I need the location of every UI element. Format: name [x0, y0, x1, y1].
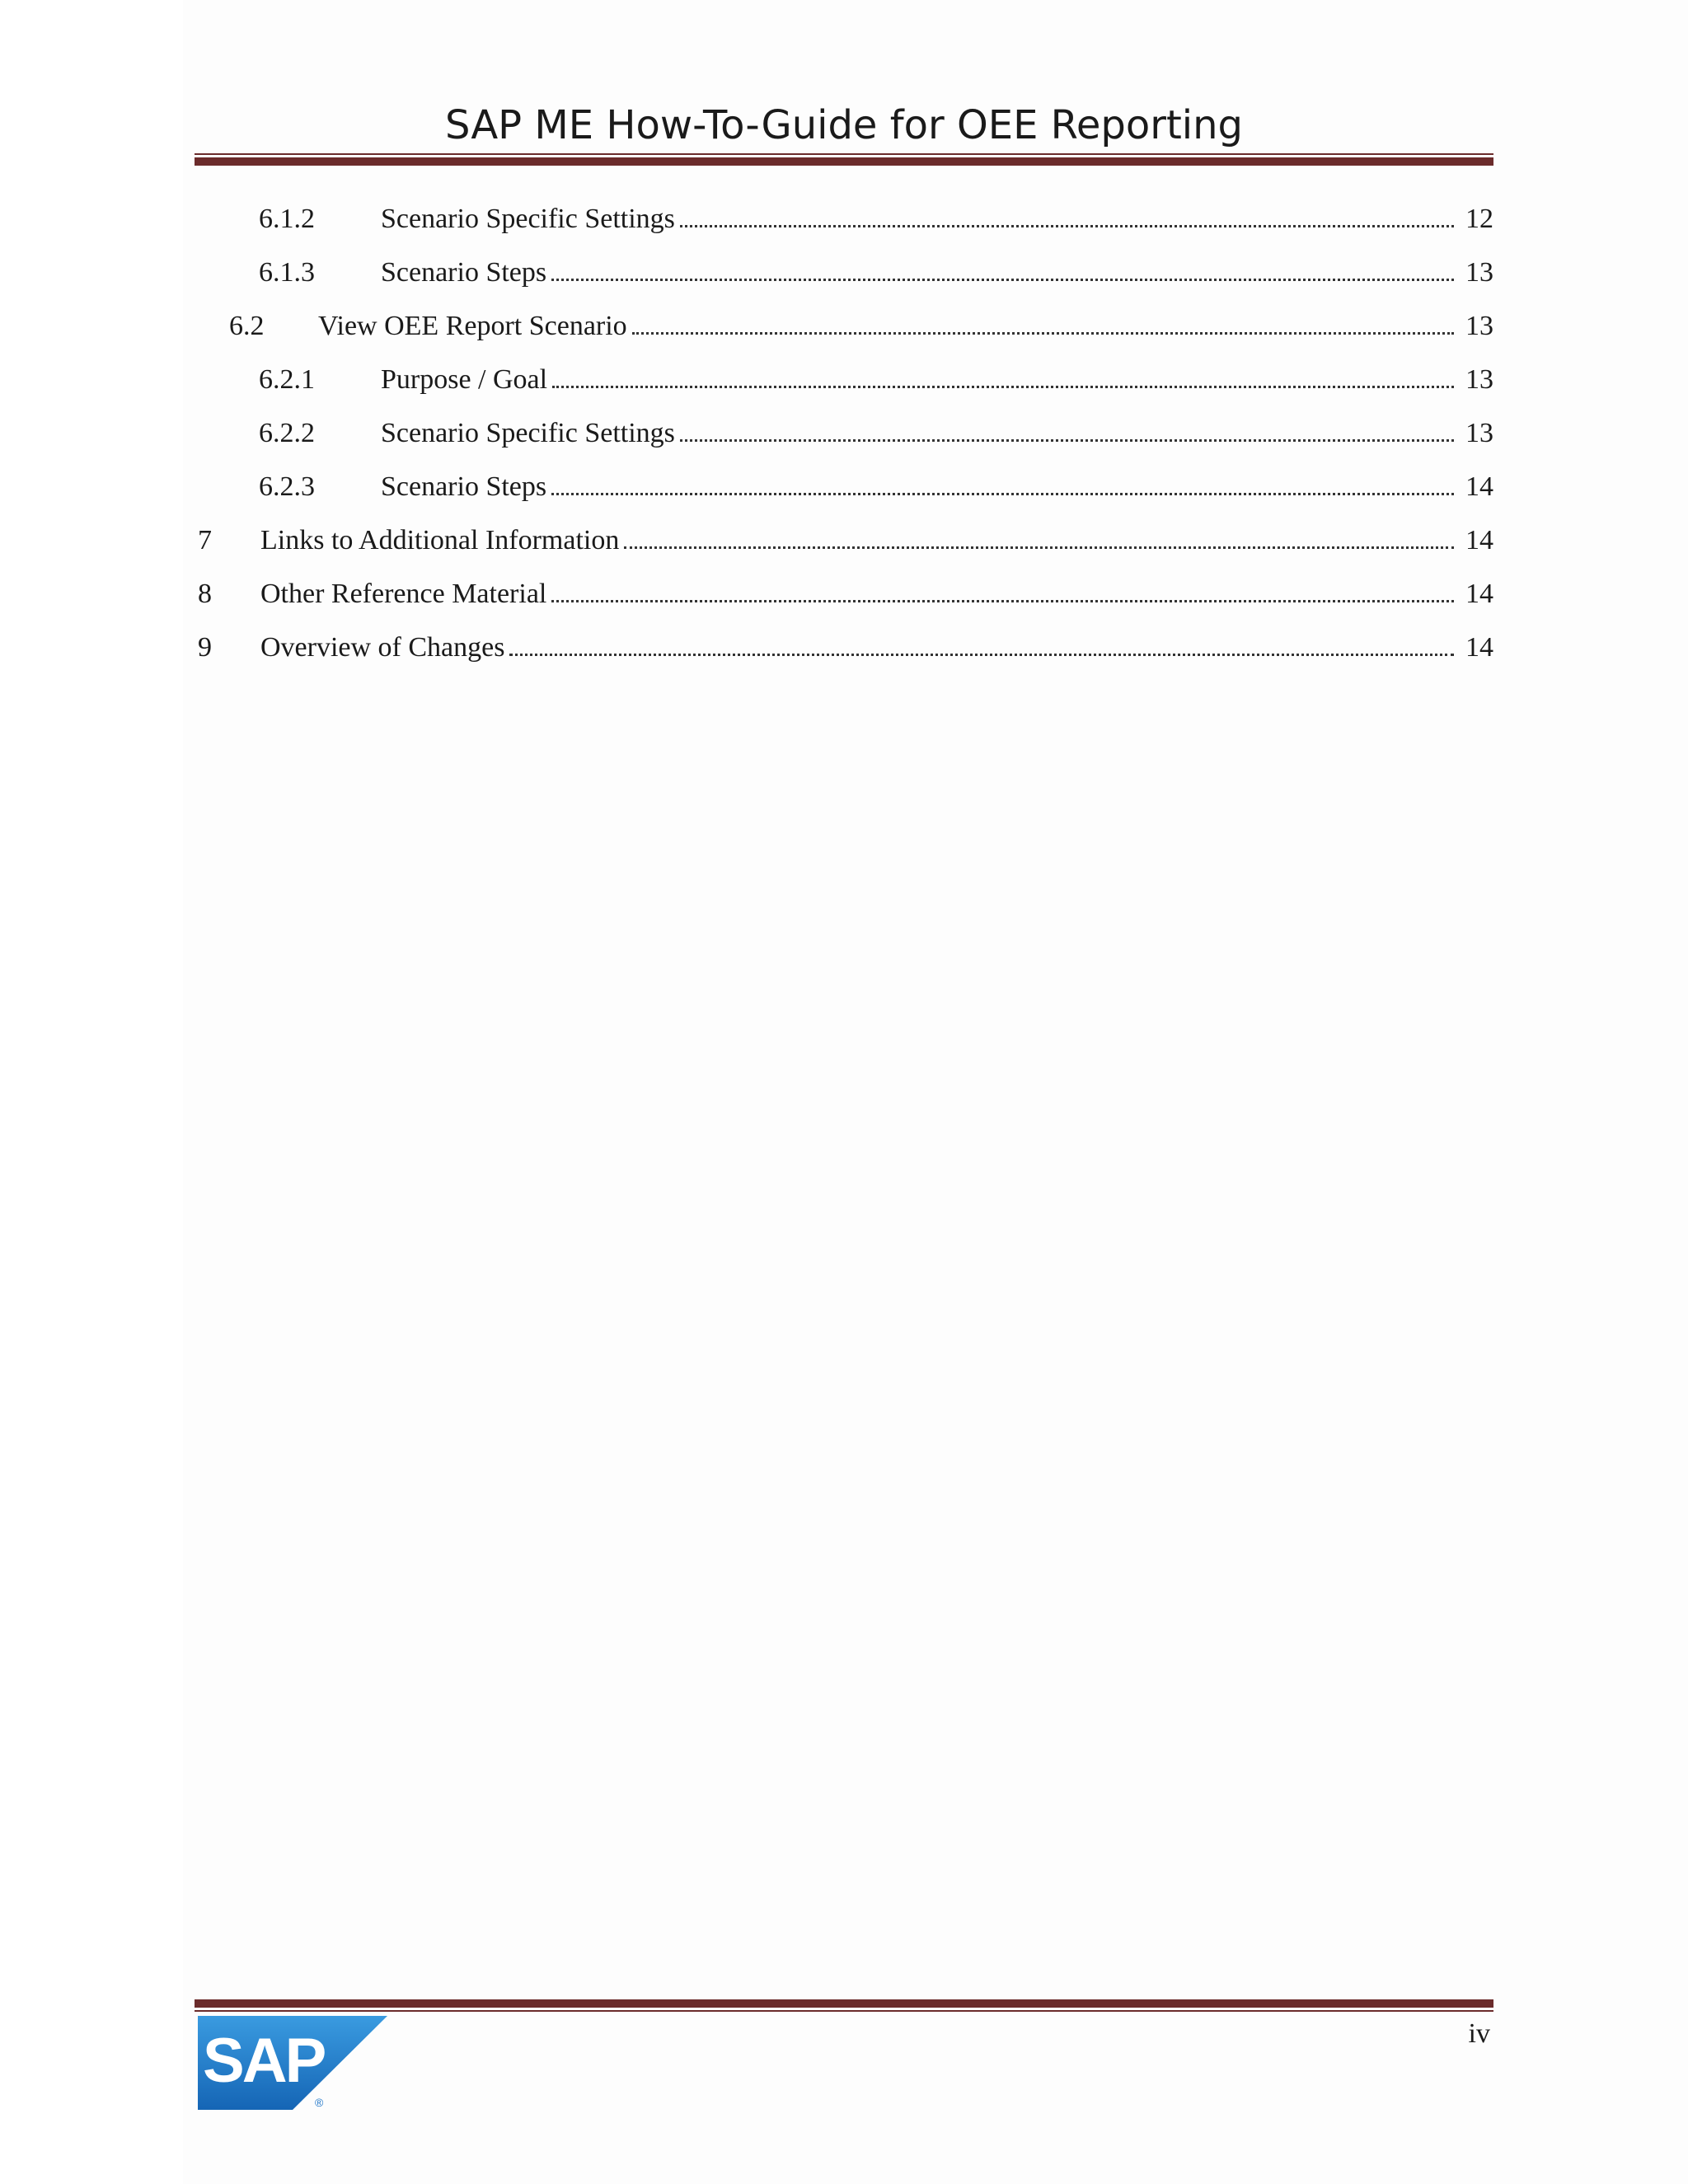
toc-entry[interactable]	[195, 305, 1493, 359]
toc-entry-title: View OEE Report Scenario	[318, 311, 627, 341]
toc-entry-title: Scenario Steps	[381, 257, 547, 288]
toc-dot-leader	[509, 653, 1454, 656]
toc-dot-leader	[624, 546, 1454, 549]
toc-entry[interactable]	[195, 519, 1493, 573]
toc-entry-title: Links to Additional Information	[260, 525, 620, 555]
toc-entry-page: 13	[1465, 418, 1493, 448]
toc-dot-leader	[632, 331, 1454, 335]
toc-entry-number: 6.1.3	[259, 257, 315, 288]
toc-entry-number: 6.2	[229, 311, 265, 341]
toc-entry-title: Overview of Changes	[260, 632, 505, 663]
toc-entry-number: 8	[198, 579, 212, 609]
page-number: iv	[1468, 2018, 1490, 2049]
toc-entry-page: 14	[1465, 632, 1493, 663]
header-rule	[195, 153, 1493, 166]
toc-dot-leader	[551, 492, 1454, 495]
toc-entry-page: 13	[1465, 311, 1493, 341]
toc-entry-title: Other Reference Material	[260, 579, 547, 609]
toc-entry[interactable]	[195, 573, 1493, 626]
svg-text:®: ®	[315, 2096, 324, 2109]
toc-entry-number: 6.2.3	[259, 471, 315, 502]
toc-dot-leader	[551, 278, 1454, 281]
toc-entry-number: 7	[198, 525, 212, 555]
page-header-title: SAP ME How-To-Guide for OEE Reporting	[444, 102, 1244, 148]
svg-text:SAP: SAP	[203, 2026, 325, 2096]
page-margin	[0, 0, 183, 2184]
toc-entry-page: 14	[1465, 471, 1493, 502]
toc-entry[interactable]	[195, 626, 1493, 680]
toc-dot-leader	[551, 599, 1454, 602]
toc-entry-number: 6.2.2	[259, 418, 315, 448]
toc-entry-title: Scenario Specific Settings	[381, 418, 675, 448]
toc-entry[interactable]	[195, 251, 1493, 305]
toc-entry-title: Purpose / Goal	[381, 364, 548, 395]
toc-entry-page: 13	[1465, 257, 1493, 288]
toc-entry[interactable]	[195, 412, 1493, 466]
toc-entry[interactable]	[195, 359, 1493, 412]
toc-entry-number: 9	[198, 632, 212, 663]
toc-dot-leader	[680, 224, 1454, 227]
toc-entry-number: 6.1.2	[259, 204, 315, 234]
toc-entry-page: 14	[1465, 525, 1493, 555]
toc-entry-page: 14	[1465, 579, 1493, 609]
table-of-contents	[195, 198, 1493, 680]
toc-entry-page: 12	[1465, 204, 1493, 234]
toc-entry-title: Scenario Specific Settings	[381, 204, 675, 234]
footer-rule	[195, 1999, 1493, 2012]
sap-logo	[198, 2016, 387, 2110]
toc-entry-page: 13	[1465, 364, 1493, 395]
toc-dot-leader	[680, 438, 1454, 442]
toc-entry-number: 6.2.1	[259, 364, 315, 395]
toc-entry[interactable]	[195, 466, 1493, 519]
toc-entry-title: Scenario Steps	[381, 471, 547, 502]
toc-entry[interactable]	[195, 198, 1493, 251]
toc-dot-leader	[552, 385, 1454, 388]
